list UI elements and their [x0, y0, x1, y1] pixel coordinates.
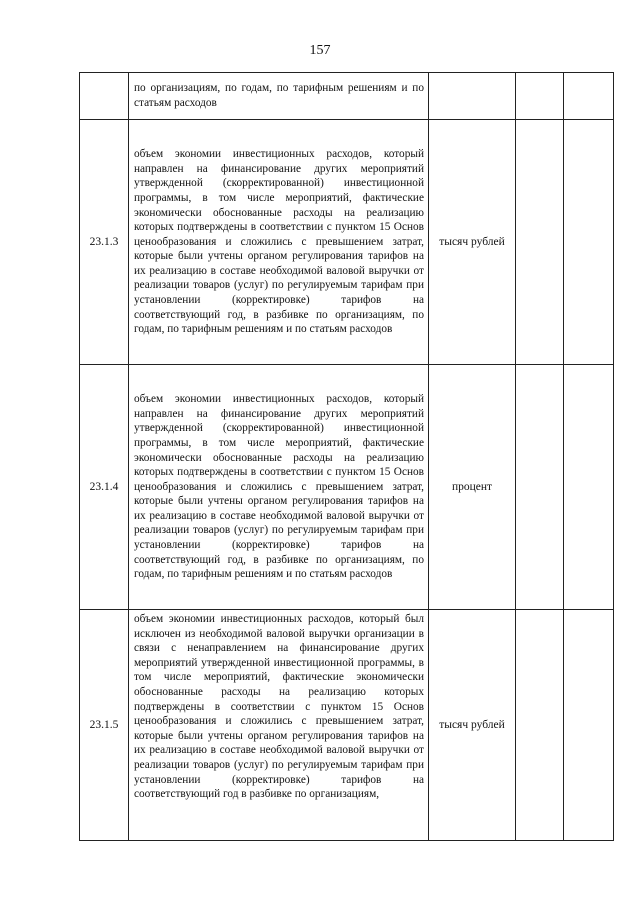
empty-cell	[516, 120, 564, 365]
description-cell	[129, 120, 429, 365]
description-text: объем экономии инвестиционных расходов, который был исключен из необходимой валовой выручки организации в связи с ненаправлением на финансирование других мероприятий утвержденной инвестиционной программы, в том числе мероприятий, фактические экономически обоснованные расходы на реализацию которых подтверждены в соответствии с пунктом 15 Основ ценообразования и сложились с превышением затрат, которые были учтены органом регулирования тарифов на их реализацию в составе необходимой валовой выручки от реализации товаров (услуг) по регулируемым тарифам при установлении (корректировке) тарифов на соответствующий год в разбивке по организациям,	[134, 613, 424, 801]
empty-cell	[564, 73, 614, 120]
description-cell	[129, 73, 429, 120]
table-row	[80, 73, 614, 120]
empty-cell	[516, 365, 564, 610]
indicators-table	[79, 72, 614, 841]
empty-cell	[564, 610, 614, 841]
row-number-cell: 23.1.4	[80, 365, 129, 610]
page-number: 157	[309, 43, 331, 58]
row-number-cell	[80, 73, 129, 120]
description-text: объем экономии инвестиционных расходов, который направлен на финансирование других мероприятий утвержденной (скорректированной) инвестиционной программы, в том числе мероприятий, фактические экономически обоснованные расходы на реализацию которых подтверждены в соответствии с пунктом 15 Основ ценообразования и сложились с превышением затрат, которые были учтены органом регулирования тарифов на их реализацию в составе необходимой валовой выручки от реализации товаров (услуг) по регулируемым тарифам при установлении (корректировке) тарифов на соответствующий год, в разбивке по организациям, по годам, по тарифным решениям и по статьям расходов	[134, 393, 424, 581]
empty-cell	[564, 120, 614, 365]
empty-cell	[564, 365, 614, 610]
unit-cell: тысяч рублей	[429, 610, 516, 841]
unit-cell: процент	[429, 365, 516, 610]
description-cell	[129, 365, 429, 610]
table-row	[80, 120, 614, 365]
description-text: по организациям, по годам, по тарифным решениям и по статьям расходов	[134, 82, 424, 109]
empty-cell	[516, 610, 564, 841]
table-row	[80, 365, 614, 610]
unit-cell: тысяч рублей	[429, 120, 516, 365]
row-number-cell: 23.1.5	[80, 610, 129, 841]
description-cell	[129, 610, 429, 841]
empty-cell	[516, 73, 564, 120]
row-number-cell: 23.1.3	[80, 120, 129, 365]
description-text: объем экономии инвестиционных расходов, который направлен на финансирование других мероприятий утвержденной (скорректированной) инвестиционной программы, в том числе мероприятий, фактические экономически обоснованные расходы на реализацию которых подтверждены в соответствии с пунктом 15 Основ ценообразования и сложились с превышением затрат, которые были учтены органом регулирования тарифов на их реализацию в составе необходимой валовой выручки от реализации товаров (услуг) по регулируемым тарифам при установлении (корректировке) тарифов на соответствующий год, в разбивке по организациям, по годам, по тарифным решениям и по статьям расходов	[134, 148, 424, 336]
unit-cell	[429, 73, 516, 120]
table-row	[80, 610, 614, 841]
